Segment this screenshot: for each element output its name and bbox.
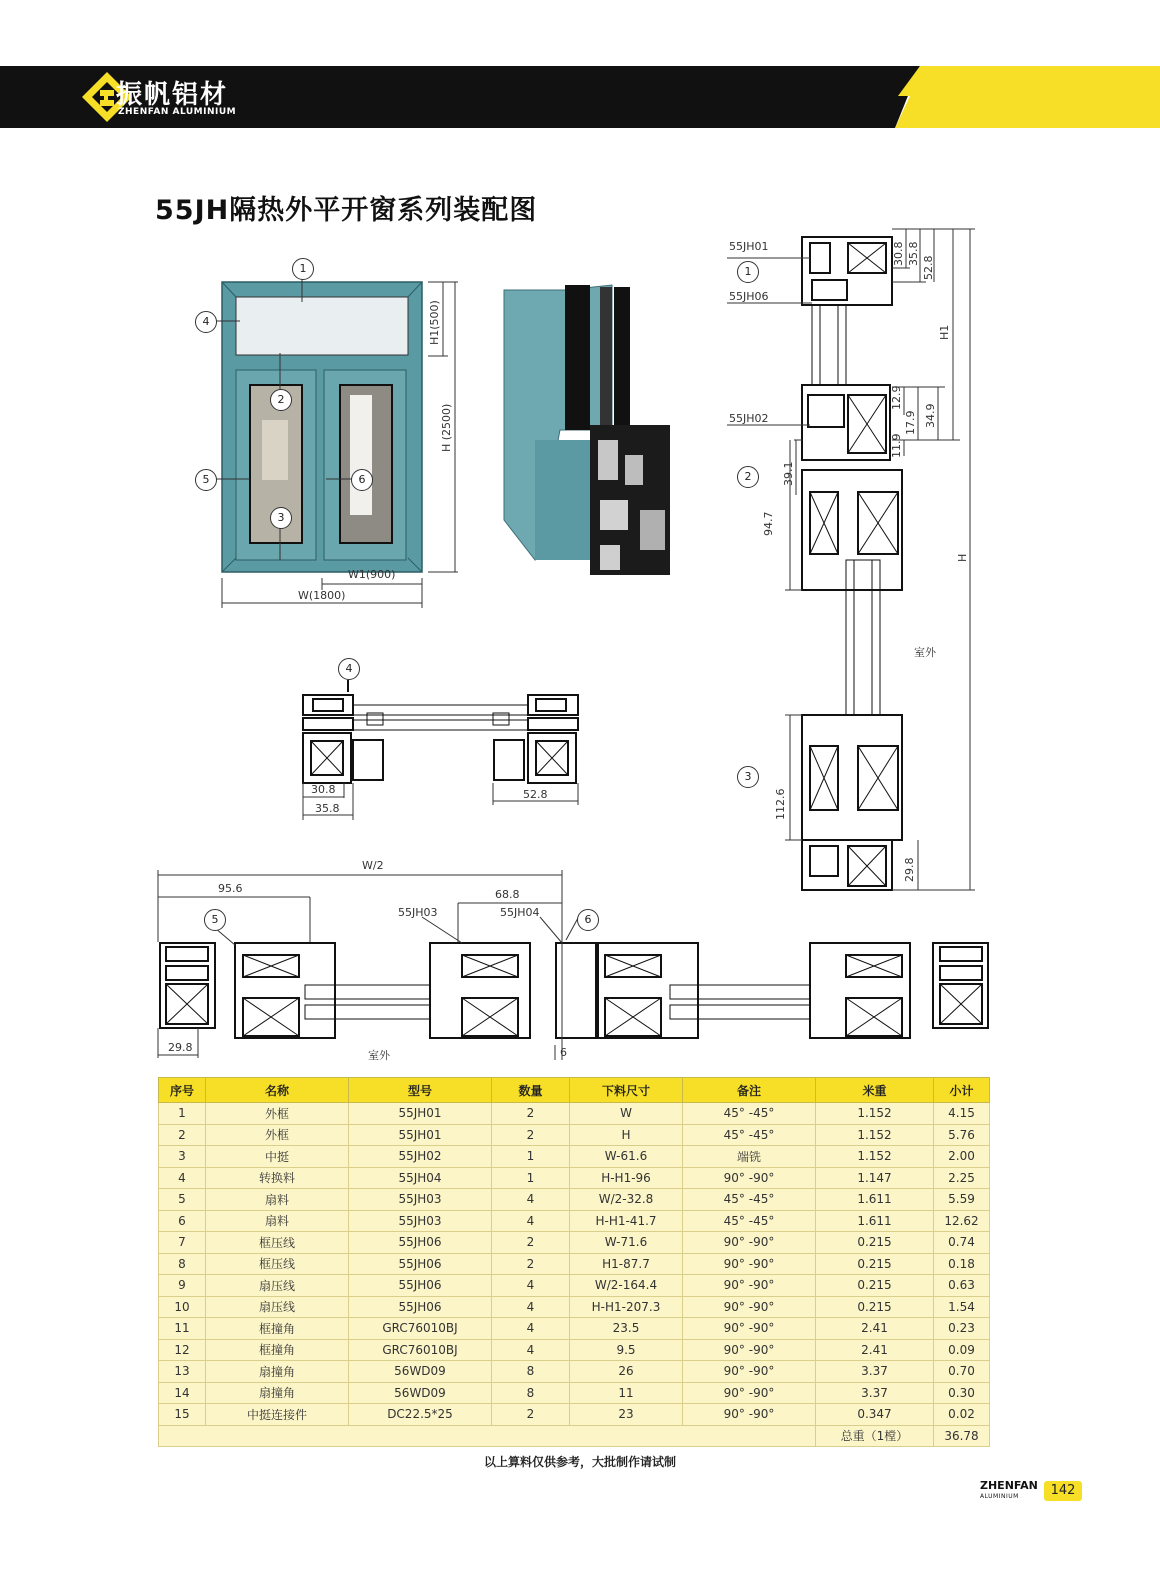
table-cell: 框撞角 — [206, 1339, 349, 1361]
table-cell: 90° -90° — [683, 1382, 816, 1404]
parts-table — [158, 1077, 990, 1447]
page-number: 142 — [1044, 1481, 1082, 1501]
table-cell: 扇压线 — [206, 1275, 349, 1297]
table-cell: 9 — [159, 1275, 206, 1297]
callout-1: 1 — [292, 258, 314, 280]
table-cell: 框撞角 — [206, 1318, 349, 1340]
table-row — [159, 1296, 990, 1318]
table-cell: 中挺 — [206, 1146, 349, 1168]
table-cell: 2.41 — [816, 1318, 934, 1340]
table-cell: 3.37 — [816, 1361, 934, 1383]
table-cell: 0.02 — [934, 1404, 990, 1426]
callout-h6: 6 — [577, 909, 599, 931]
table-cell: 2 — [492, 1124, 570, 1146]
table-cell: 9.5 — [570, 1339, 683, 1361]
outside-label-h: 室外 — [368, 1049, 390, 1062]
table-cell: 90° -90° — [683, 1253, 816, 1275]
dim-52-8: 52.8 — [523, 788, 548, 801]
table-row — [159, 1189, 990, 1211]
footer-brand-sub: ALUMINIUM — [980, 1493, 1019, 1500]
dim-w2: W/2 — [362, 859, 384, 872]
table-cell: DC22.5*25 — [349, 1404, 492, 1426]
dim-v-11-9: 11.9 — [890, 433, 903, 458]
table-cell: 8 — [492, 1382, 570, 1404]
table-cell: 14 — [159, 1382, 206, 1404]
table-cell: H-H1-96 — [570, 1167, 683, 1189]
table-cell: 90° -90° — [683, 1361, 816, 1383]
table-cell: 45° -45° — [683, 1210, 816, 1232]
total-value: 36.78 — [934, 1425, 990, 1447]
footer-brand — [980, 1480, 1038, 1502]
table-cell: 55JH03 — [349, 1189, 492, 1211]
table-cell: 1.54 — [934, 1296, 990, 1318]
logo-name-en: ZHENFAN ALUMINIUM — [118, 107, 237, 117]
table-cell: 0.215 — [816, 1296, 934, 1318]
table-body — [159, 1103, 990, 1447]
col-header: 下料尺寸 — [570, 1078, 683, 1103]
table-cell: 55JH01 — [349, 1103, 492, 1125]
callout-v3: 3 — [737, 766, 759, 788]
table-cell: 5.59 — [934, 1189, 990, 1211]
dim-v-112-6: 112.6 — [774, 788, 787, 820]
callout-v2: 2 — [737, 466, 759, 488]
table-cell: 0.09 — [934, 1339, 990, 1361]
table-cell: 5.76 — [934, 1124, 990, 1146]
table-cell: 90° -90° — [683, 1339, 816, 1361]
footer-note: 以上算料仅供参考，大批制作请试制 — [483, 1455, 676, 1469]
table-row — [159, 1124, 990, 1146]
table-cell: 90° -90° — [683, 1404, 816, 1426]
table-cell: H — [570, 1124, 683, 1146]
col-header: 数量 — [492, 1078, 570, 1103]
table-row — [159, 1146, 990, 1168]
table-cell: H1-87.7 — [570, 1253, 683, 1275]
table-cell: 8 — [492, 1361, 570, 1383]
table-cell: 56WD09 — [349, 1361, 492, 1383]
table-row — [159, 1103, 990, 1125]
table-cell: 15 — [159, 1404, 206, 1426]
table-cell: 26 — [570, 1361, 683, 1383]
table-cell: 90° -90° — [683, 1275, 816, 1297]
table-cell: 55JH02 — [349, 1146, 492, 1168]
page-title: 55JH隔热外平开窗系列装配图 — [155, 195, 538, 226]
table-cell: 90° -90° — [683, 1232, 816, 1254]
table-cell: 23.5 — [570, 1318, 683, 1340]
table-cell: 13 — [159, 1361, 206, 1383]
part-55jh01: 55JH01 — [729, 240, 769, 253]
table-cell: 11 — [159, 1318, 206, 1340]
callout-4: 4 — [195, 311, 217, 333]
table-row — [159, 1167, 990, 1189]
table-cell: GRC76010BJ — [349, 1318, 492, 1340]
table-cell: 1.147 — [816, 1167, 934, 1189]
table-cell: 4 — [492, 1296, 570, 1318]
dim-v-17-9: 17.9 — [904, 410, 917, 435]
table-cell: 11 — [570, 1382, 683, 1404]
table-row — [159, 1318, 990, 1340]
dim-6: 6 — [560, 1046, 567, 1059]
dim-29-8: 29.8 — [168, 1041, 193, 1054]
col-header: 序号 — [159, 1078, 206, 1103]
dim-v-12-9: 12.9 — [890, 385, 903, 410]
table-cell: 0.63 — [934, 1275, 990, 1297]
corner-section-3d — [504, 285, 670, 575]
table-cell: 1.152 — [816, 1103, 934, 1125]
dim-v-29-8: 29.8 — [903, 857, 916, 882]
table-header-row — [159, 1078, 990, 1103]
table-cell: H-H1-207.3 — [570, 1296, 683, 1318]
table-cell: 8 — [159, 1253, 206, 1275]
table-cell: 框压线 — [206, 1253, 349, 1275]
dim-68-8: 68.8 — [495, 888, 520, 901]
part-55jh04: 55JH04 — [500, 906, 540, 919]
table-cell: 1.152 — [816, 1146, 934, 1168]
dim-v-35-8: 35.8 — [907, 241, 920, 266]
table-cell: 2.00 — [934, 1146, 990, 1168]
table-row — [159, 1361, 990, 1383]
table-cell: 0.215 — [816, 1232, 934, 1254]
table-cell: 12 — [159, 1339, 206, 1361]
table-cell: 45° -45° — [683, 1124, 816, 1146]
table-cell: 0.23 — [934, 1318, 990, 1340]
logo-name-cn: 振帆铝材 — [116, 80, 229, 110]
table-cell: 端铣 — [683, 1146, 816, 1168]
callout-h5: 5 — [204, 909, 226, 931]
table-cell: 4.15 — [934, 1103, 990, 1125]
col-header: 备注 — [683, 1078, 816, 1103]
table-cell: 55JH06 — [349, 1275, 492, 1297]
table-cell: 5 — [159, 1189, 206, 1211]
table-cell: 3.37 — [816, 1382, 934, 1404]
table-cell: 2.41 — [816, 1339, 934, 1361]
table-cell: 框压线 — [206, 1232, 349, 1254]
table-cell: 2 — [492, 1253, 570, 1275]
table-cell: 2.25 — [934, 1167, 990, 1189]
dim-v-30-8: 30.8 — [892, 241, 905, 266]
dim-35-8: 35.8 — [315, 802, 340, 815]
col-header: 型号 — [349, 1078, 492, 1103]
table-cell: 0.74 — [934, 1232, 990, 1254]
dim-v-39-1: 39.1 — [782, 461, 795, 486]
dim-30-8: 30.8 — [311, 783, 336, 796]
col-header: 米重 — [816, 1078, 934, 1103]
table-cell: W-71.6 — [570, 1232, 683, 1254]
table-cell: W-61.6 — [570, 1146, 683, 1168]
table-cell: W — [570, 1103, 683, 1125]
footer-brand-name: ZHENFAN — [980, 1479, 1038, 1492]
table-row — [159, 1275, 990, 1297]
dim-v-52-8: 52.8 — [922, 255, 935, 280]
table-cell: W/2-32.8 — [570, 1189, 683, 1211]
table-cell: 扇撞角 — [206, 1361, 349, 1383]
callout-6: 6 — [351, 469, 373, 491]
callout-5: 5 — [195, 469, 217, 491]
total-label: 总重（1樘） — [816, 1425, 934, 1447]
table-cell: 2 — [492, 1103, 570, 1125]
table-row — [159, 1232, 990, 1254]
table-cell: W/2-164.4 — [570, 1275, 683, 1297]
table-cell: 23 — [570, 1404, 683, 1426]
dim-w: W(1800) — [298, 589, 346, 602]
table-total-row — [159, 1425, 990, 1447]
table-cell: 12.62 — [934, 1210, 990, 1232]
table-cell: H-H1-41.7 — [570, 1210, 683, 1232]
table-cell: 90° -90° — [683, 1167, 816, 1189]
table-cell-empty — [159, 1425, 816, 1447]
dim-w1: W1(900) — [348, 568, 396, 581]
table-cell: 55JH01 — [349, 1124, 492, 1146]
col-header: 小计 — [934, 1078, 990, 1103]
part-55jh06: 55JH06 — [729, 290, 769, 303]
part-55jh02: 55JH02 — [729, 412, 769, 425]
table-cell: 外框 — [206, 1124, 349, 1146]
table-cell: 55JH06 — [349, 1232, 492, 1254]
table-cell: 4 — [492, 1339, 570, 1361]
table-cell: 2 — [492, 1404, 570, 1426]
table-cell: 55JH06 — [349, 1296, 492, 1318]
callout-3: 3 — [270, 507, 292, 529]
callout-2: 2 — [270, 389, 292, 411]
table-cell: 7 — [159, 1232, 206, 1254]
table-cell: 1.611 — [816, 1210, 934, 1232]
part-55jh03: 55JH03 — [398, 906, 438, 919]
table-cell: 1 — [492, 1167, 570, 1189]
window-elevation — [216, 278, 458, 608]
table-cell: 0.347 — [816, 1404, 934, 1426]
outside-label-v: 室外 — [914, 646, 936, 659]
table-cell: 0.70 — [934, 1361, 990, 1383]
dim-v-h: H — [956, 553, 969, 562]
table-cell: 4 — [492, 1275, 570, 1297]
callout-v1: 1 — [737, 261, 759, 283]
table-cell: 3 — [159, 1146, 206, 1168]
horizontal-section-drawing — [158, 870, 988, 1060]
table-row — [159, 1210, 990, 1232]
table-cell: 0.18 — [934, 1253, 990, 1275]
table-cell: 45° -45° — [683, 1189, 816, 1211]
table-cell: 2 — [159, 1124, 206, 1146]
table-cell: 56WD09 — [349, 1382, 492, 1404]
dim-v-34-9: 34.9 — [924, 403, 937, 428]
dim-v-h1: H1 — [938, 324, 951, 340]
table-cell: 90° -90° — [683, 1296, 816, 1318]
table-cell: 扇料 — [206, 1189, 349, 1211]
table-cell: 扇压线 — [206, 1296, 349, 1318]
table-cell: 55JH03 — [349, 1210, 492, 1232]
table-cell: 0.30 — [934, 1382, 990, 1404]
table-cell: 90° -90° — [683, 1318, 816, 1340]
col-header: 名称 — [206, 1078, 349, 1103]
table-cell: 55JH06 — [349, 1253, 492, 1275]
table-cell: GRC76010BJ — [349, 1339, 492, 1361]
table-cell: 扇料 — [206, 1210, 349, 1232]
table-cell: 4 — [492, 1189, 570, 1211]
table-cell: 0.215 — [816, 1253, 934, 1275]
callout-4-section: 4 — [338, 658, 360, 680]
table-row — [159, 1404, 990, 1426]
table-cell: 4 — [492, 1210, 570, 1232]
table-cell: 外框 — [206, 1103, 349, 1125]
table-cell: 转换料 — [206, 1167, 349, 1189]
table-row — [159, 1382, 990, 1404]
table-row — [159, 1339, 990, 1361]
table-cell: 6 — [159, 1210, 206, 1232]
table-cell: 4 — [159, 1167, 206, 1189]
table-cell: 2 — [492, 1232, 570, 1254]
dim-95-6: 95.6 — [218, 882, 243, 895]
table-cell: 55JH04 — [349, 1167, 492, 1189]
table-cell: 1.152 — [816, 1124, 934, 1146]
table-cell: 中挺连接件 — [206, 1404, 349, 1426]
dim-h: H (2500) — [440, 403, 453, 452]
table-row — [159, 1253, 990, 1275]
table-cell: 45° -45° — [683, 1103, 816, 1125]
table-cell: 1.611 — [816, 1189, 934, 1211]
dim-v-94-7: 94.7 — [762, 511, 775, 536]
table-cell: 扇撞角 — [206, 1382, 349, 1404]
table-cell: 1 — [159, 1103, 206, 1125]
dim-h1: H1(500) — [428, 300, 441, 345]
table-cell: 0.215 — [816, 1275, 934, 1297]
table-cell: 4 — [492, 1318, 570, 1340]
table-cell: 10 — [159, 1296, 206, 1318]
table-cell: 1 — [492, 1146, 570, 1168]
